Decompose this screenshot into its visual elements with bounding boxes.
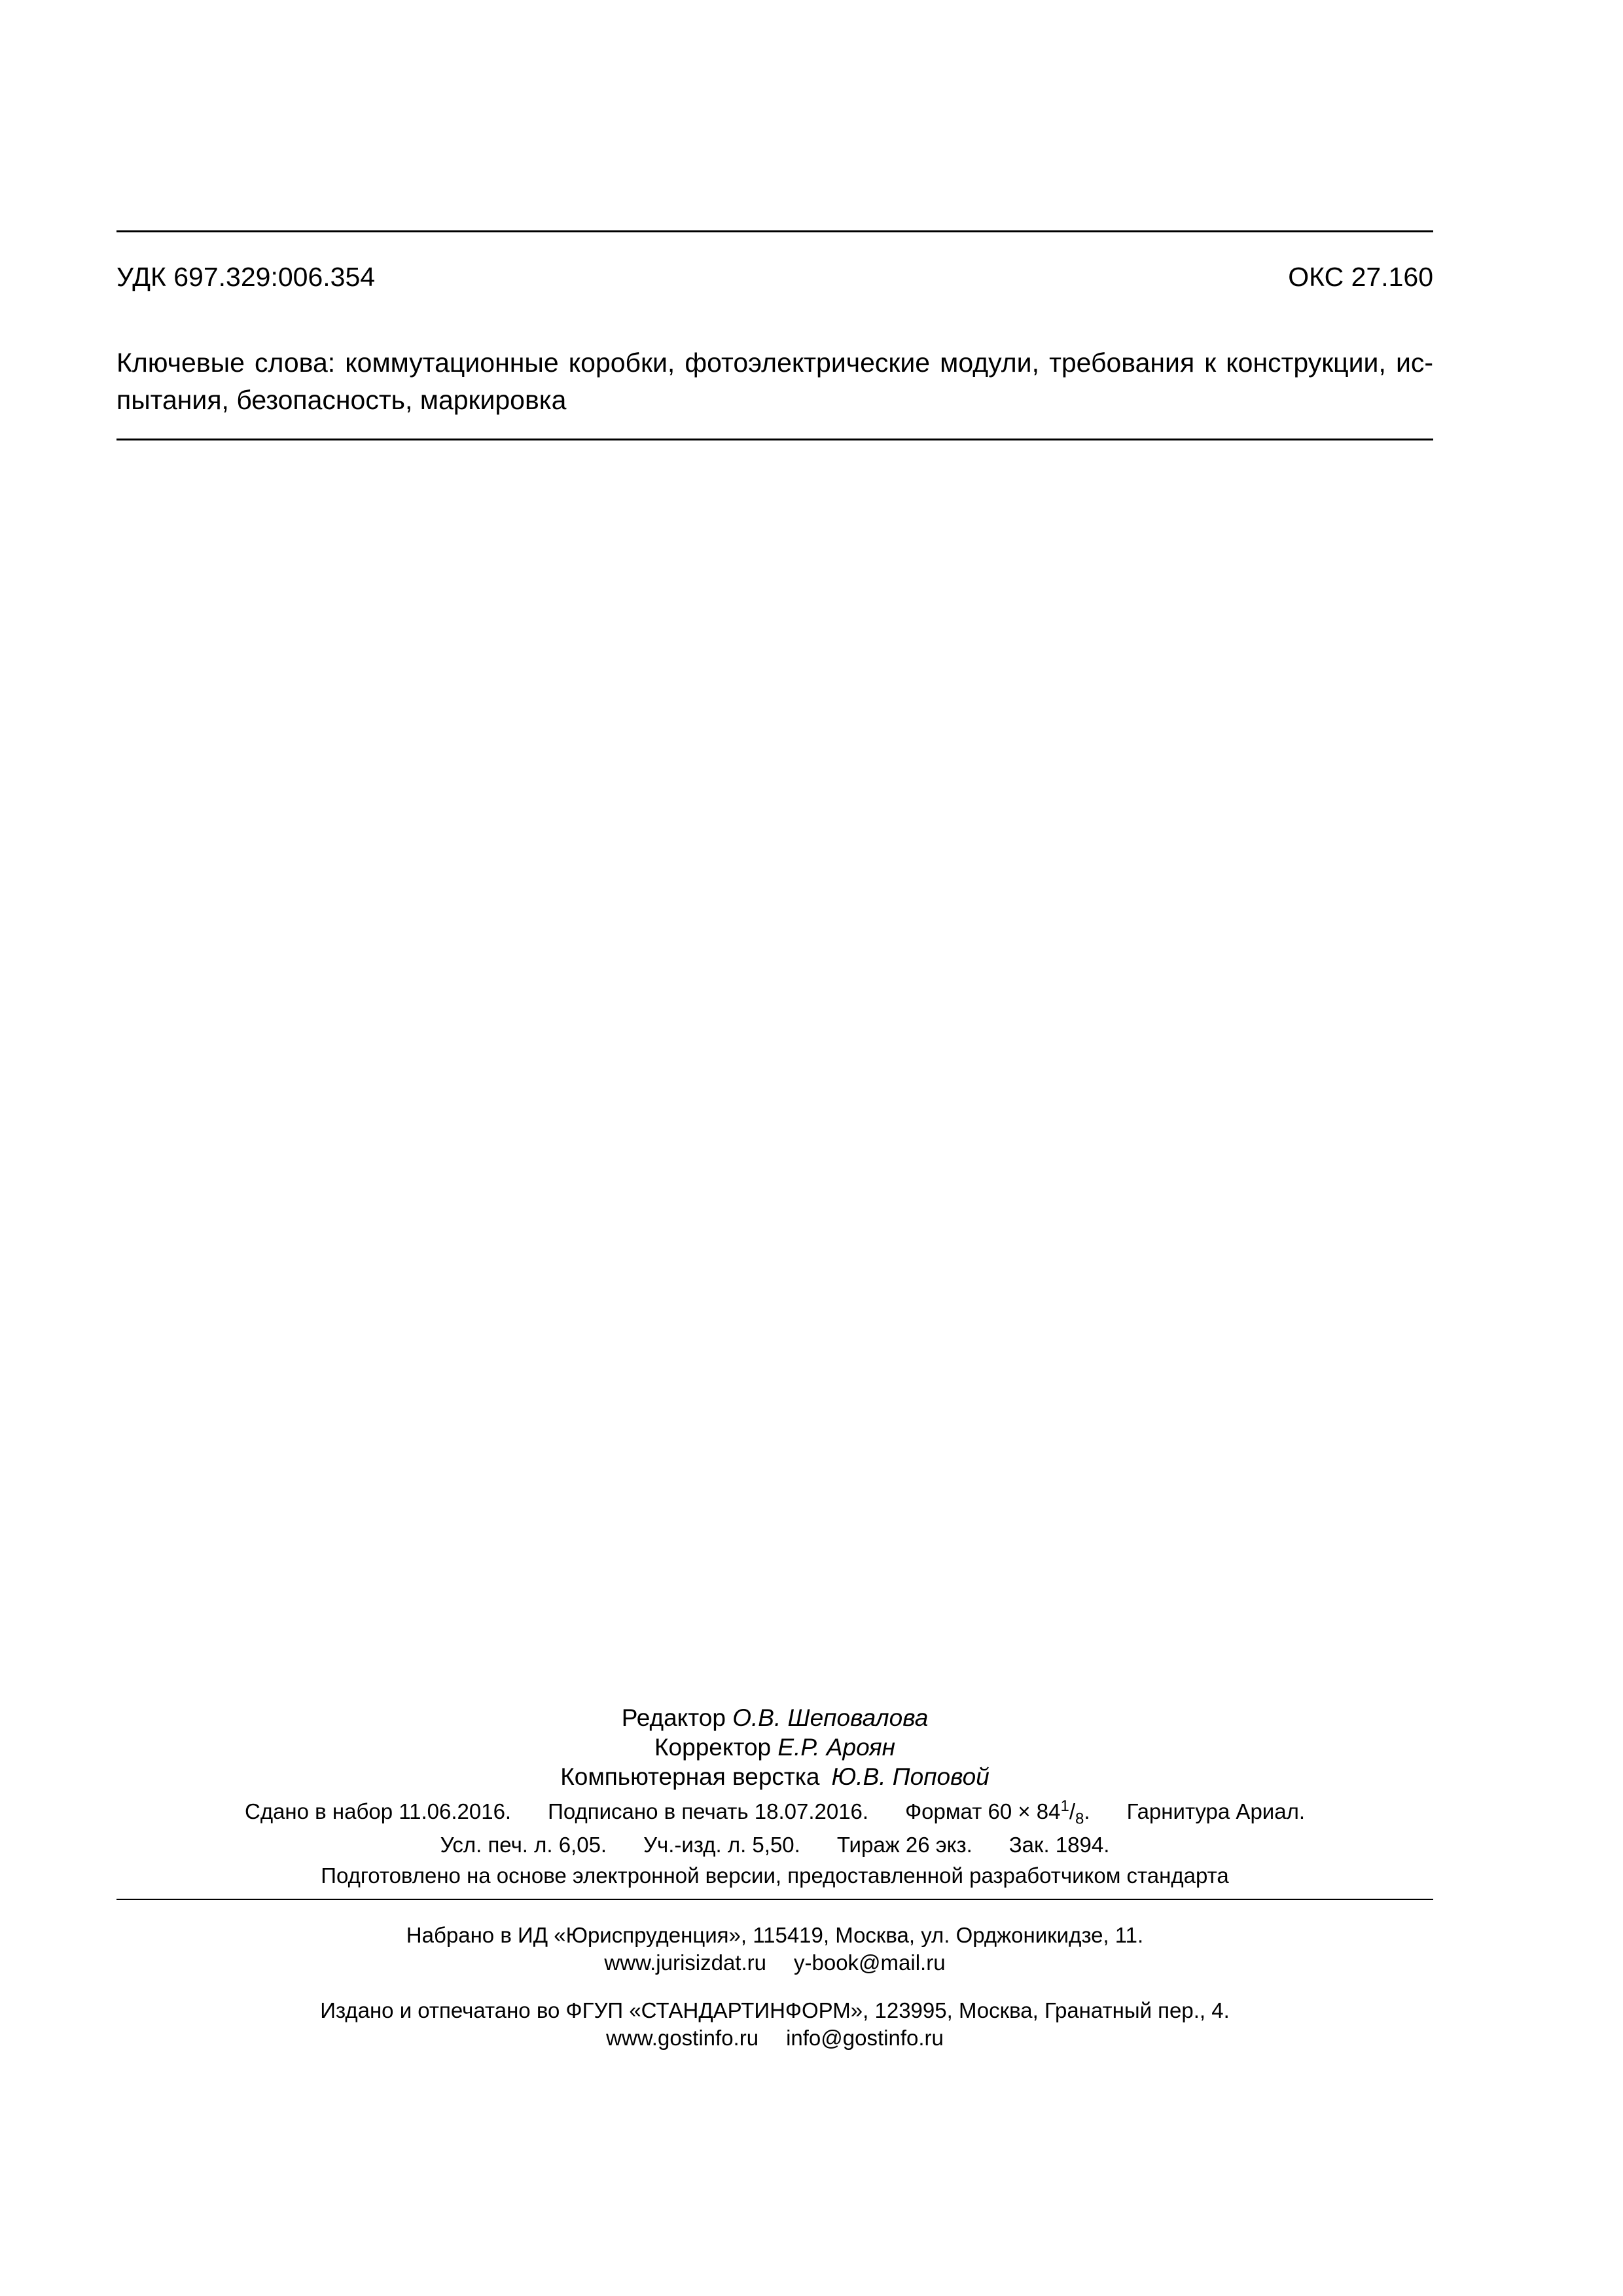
imprint-rule	[116, 1899, 1433, 1900]
prepared-note: Подготовлено на основе электронной версии, предоставленной разработчиком стандарта	[321, 1863, 1229, 1888]
print-sheets: Усл. печ. л. 6,05.	[440, 1833, 607, 1857]
udk-code: УДК 697.329:006.354	[116, 262, 376, 292]
typeset-date: Сдано в набор 11.06.2016.	[244, 1799, 512, 1823]
editor-label: Редактор	[621, 1704, 726, 1731]
publisher-sheets: Уч.-изд. л. 5,50.	[643, 1833, 800, 1857]
print-run: Тираж 26 экз.	[836, 1833, 972, 1857]
keywords-block	[116, 344, 1433, 419]
corrector-label: Корректор	[654, 1734, 772, 1761]
top-rule	[116, 230, 1433, 232]
paper-format: Формат $60 \times 84^1/_8$.	[905, 1797, 1090, 1828]
order-number: Зак. 1894.	[1008, 1833, 1110, 1857]
typeset-site-link[interactable]: www.jurisizdat.ru	[604, 1950, 766, 1975]
layout-label: Компьютерная верстка	[560, 1763, 820, 1790]
printed-site-link[interactable]: www.gostinfo.ru	[606, 2026, 759, 2050]
corrector-line	[116, 1732, 1433, 1762]
layout-line	[116, 1762, 1433, 1791]
keywords-line-2: пытания, безопасность, маркировка	[116, 385, 567, 415]
printed-by: Издано и отпечатано во ФГУП «СТАНДАРТИНФОРМ», 123995, Москва, Гранатный пер., 4.	[320, 1998, 1230, 2022]
layout-name: Ю.В. Поповой	[831, 1763, 990, 1790]
printed-email-link[interactable]: info@gostinfo.ru	[786, 2026, 944, 2050]
typeface: Гарнитура Ариал.	[1126, 1799, 1306, 1823]
editor-line	[116, 1703, 1433, 1732]
oks-code: ОКС 27.160	[1288, 262, 1433, 292]
typeset-email-link[interactable]: y-book@mail.ru	[794, 1950, 946, 1975]
keywords-line-1: Ключевые слова: коммутационные коробки, фотоэлектрические модули, требования к конструкции, ис-	[116, 348, 1433, 378]
printed-contacts	[116, 2024, 1433, 2053]
classification-row	[116, 260, 1433, 293]
editor-name: О.В. Шеповалова	[732, 1704, 929, 1731]
keywords-rule	[116, 439, 1433, 440]
typeset-by: Набрано в ИД «Юриспруденция», 115419, Москва, ул. Орджоникидзе, 11.	[406, 1923, 1144, 1947]
print-details-line-1	[116, 1797, 1433, 1826]
signed-date: Подписано в печать 18.07.2016.	[548, 1799, 869, 1823]
typeset-contacts	[116, 1948, 1433, 1977]
corrector-name: Е.Р. Ароян	[777, 1734, 896, 1761]
print-details-line-2	[116, 1831, 1433, 1859]
